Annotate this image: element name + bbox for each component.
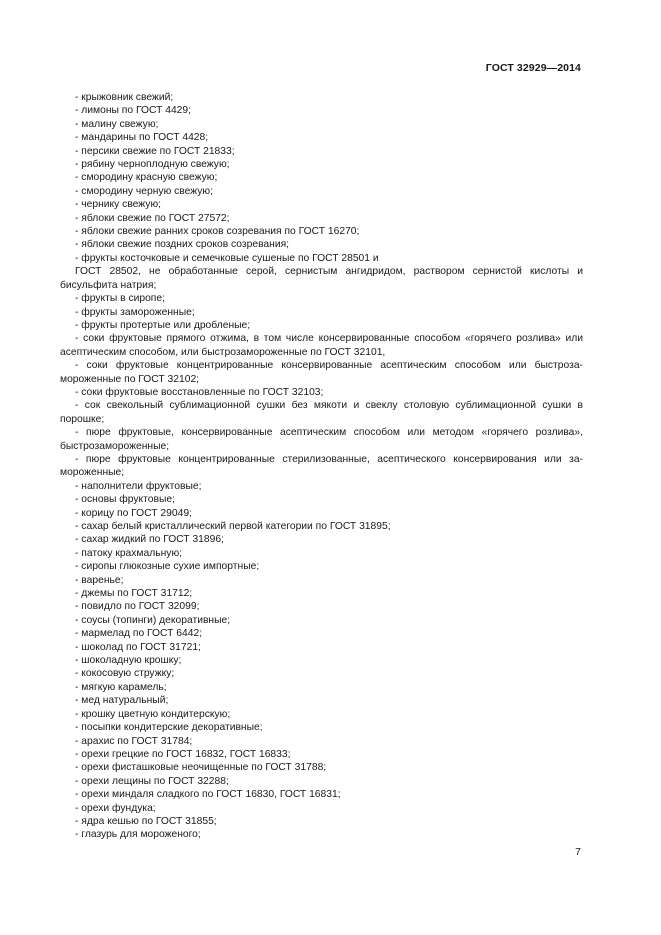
- list-item: - рябину черноплодную свежую;: [75, 159, 230, 171]
- list-item: - орехи фисташковые неочищенные по ГОСТ 31788;: [75, 762, 327, 774]
- list-item: - кокосовую стружку;: [75, 668, 175, 680]
- list-item: - мандарины по ГОСТ 4428;: [75, 132, 209, 144]
- list-item: - джемы по ГОСТ 31712;: [75, 588, 193, 600]
- page-number: 7: [575, 846, 581, 858]
- list-item: - посыпки кондитерские декоративные;: [75, 722, 263, 734]
- list-item: - смородину красную свежую;: [75, 172, 218, 184]
- list-item: - крыжовник свежий;: [75, 92, 174, 103]
- list-item: - сахар белый кристаллический первой категории по ГОСТ 31895;: [75, 521, 391, 532]
- list-item: ГОСТ 28502, не обработанные серой, сернистым ангидридом, раствором сернистой кислоты и бисульфита натрия;: [60, 266, 583, 291]
- list-item: - чернику свежую;: [75, 199, 162, 211]
- list-item: - лимоны по ГОСТ 4429;: [75, 105, 191, 117]
- list-item: - варенье;: [75, 574, 124, 586]
- list-item: - мед натуральный;: [75, 695, 169, 707]
- list-item: - орехи грецкие по ГОСТ 16832, ГОСТ 16833;: [75, 748, 291, 760]
- list-item: - фрукты косточковые и семечковые сушеные по ГОСТ 28501 и: [75, 252, 379, 264]
- list-item: - сок свекольный сублимационной сушки без мякоти и свеклу столовую сублимационной сушки в порошке;: [60, 400, 583, 425]
- list-item: - орехи миндаля сладкого по ГОСТ 16830, ГОСТ 16831;: [75, 789, 341, 801]
- list-item: - глазурь для мороженого;: [75, 829, 201, 841]
- list-item: - шоколадную крошку;: [75, 655, 182, 667]
- list-item: - соки фруктовые прямого отжима, в том числе консервированные способом «горячего розлива» или асептическим способом, или быстрозамороженные по ГОСТ 32101,: [60, 333, 583, 358]
- list-item: - ядра кешью по ГОСТ 31855;: [75, 815, 217, 827]
- list-item: - мармелад по ГОСТ 6442;: [75, 628, 203, 640]
- list-item: - орехи лещины по ГОСТ 32288;: [75, 775, 229, 787]
- list-item: - смородину черную свежую;: [75, 185, 214, 197]
- list-item: - соки фруктовые концентрированные консервированные асептическим способом или быстроза-мороженные по ГОСТ 32102;: [60, 360, 583, 385]
- list-item: - малину свежую;: [75, 118, 159, 130]
- list-item: - шоколад по ГОСТ 31721;: [75, 641, 201, 653]
- list-item: - крошку цветную кондитерскую;: [75, 708, 231, 720]
- list-item: - пюре фруктовые концентрированные стерилизованные, асептического консервирования или за-мороженные;: [60, 453, 583, 479]
- list-item: - персики свежие по ГОСТ 21833;: [75, 145, 235, 157]
- list-item: - фрукты протертые или дробленые;: [75, 319, 251, 331]
- list-item: - повидло по ГОСТ 32099;: [75, 601, 200, 613]
- list-item: - основы фруктовые;: [75, 494, 175, 506]
- list-item: - яблоки свежие поздних сроков созревания;: [75, 239, 290, 251]
- list-item: - мягкую карамель;: [75, 681, 167, 693]
- list-item: - корицу по ГОСТ 29049;: [75, 507, 192, 519]
- list-item: - сиропы глюкозные сухие импортные;: [75, 561, 260, 573]
- list-item: - фрукты замороженные;: [75, 306, 195, 318]
- list-item: - яблоки свежие ранних сроков созревания по ГОСТ 16270;: [75, 226, 360, 238]
- list-item: - сахар жидкий по ГОСТ 31896;: [75, 534, 224, 546]
- list-item: - соусы (топинги) декоративные;: [75, 614, 231, 626]
- list-item: - арахис по ГОСТ 31784;: [75, 735, 193, 747]
- document-header: ГОСТ 32929—2014: [485, 62, 581, 74]
- list-item: - фрукты в сиропе;: [75, 293, 165, 305]
- ingredients-list: [60, 91, 583, 842]
- list-item: - патоку крахмальную;: [75, 547, 183, 559]
- list-item: - соки фруктовые восстановленные по ГОСТ 32103;: [75, 386, 324, 398]
- list-item: - пюре фруктовые, консервированные асептическим способом или методом «горячего розлива», быстрозамороженные;: [60, 427, 583, 452]
- list-item: - наполнители фруктовые;: [75, 480, 202, 492]
- list-item: - орехи фундука;: [75, 802, 156, 814]
- list-item: - яблоки свежие по ГОСТ 27572;: [75, 212, 230, 224]
